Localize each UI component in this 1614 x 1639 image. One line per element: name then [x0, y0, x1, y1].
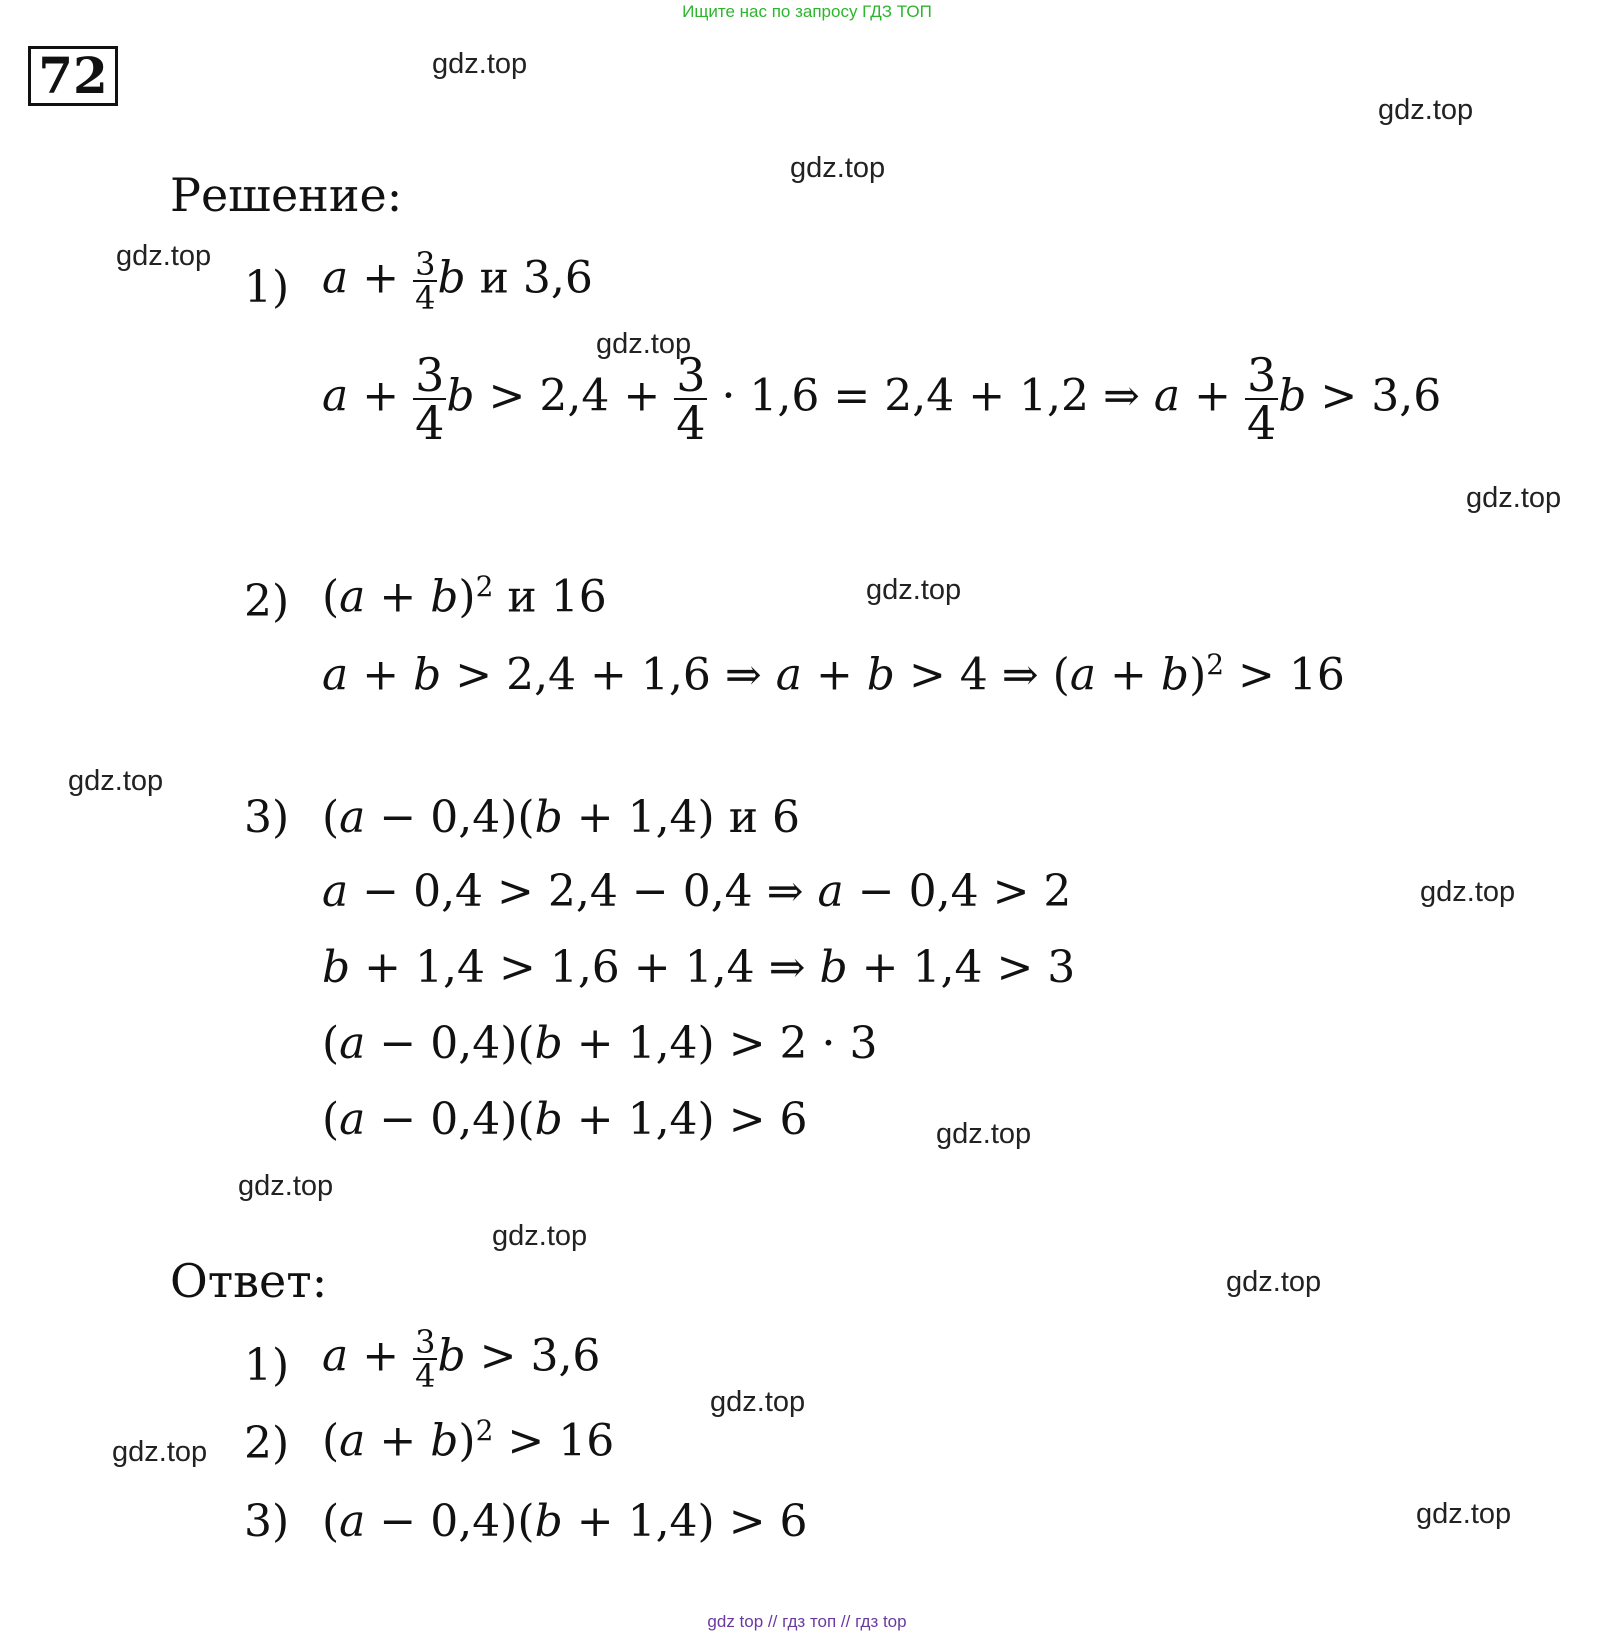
part-3-line-3: (a − 0,4)(b + 1,4) > 2 · 3: [322, 1018, 878, 1069]
answer-2: $(a + b)^2 > 16$: [322, 1414, 615, 1467]
bottom-banner: gdz top // гдз топ // гдз top: [707, 1612, 907, 1631]
part-2-statement: $(a + b)^2$ и 16: [322, 570, 607, 623]
watermark: gdz.top: [238, 1170, 334, 1202]
part-2-derivation: a + b > 2,4 + 1,6 ⇒ a + b > 4 ⇒ $(a + b)^2 > 16$: [322, 648, 1345, 701]
part-3-line-4: (a − 0,4)(b + 1,4) > 6: [322, 1094, 808, 1145]
answer-1: a + $\frac{3}{4}$ b > 3,6: [322, 1323, 601, 1395]
watermark: gdz.top: [1466, 482, 1562, 514]
part-label: 1): [244, 262, 290, 313]
watermark: gdz.top: [116, 240, 212, 272]
watermark: gdz.top: [432, 48, 528, 80]
watermark: gdz.top: [866, 574, 962, 606]
solution-heading: Решение:: [170, 168, 403, 222]
watermark: gdz.top: [596, 328, 692, 360]
top-banner: Ищите нас по запросу ГДЗ ТОП: [682, 2, 932, 21]
watermark: gdz.top: [936, 1118, 1032, 1150]
part-3-line-1: a − 0,4 > 2,4 − 0,4 ⇒ a − 0,4 > 2: [322, 866, 1072, 917]
answer-heading: Ответ:: [170, 1254, 328, 1308]
watermark: gdz.top: [1420, 876, 1516, 908]
watermark: gdz.top: [710, 1386, 806, 1418]
task-number: 72: [28, 46, 118, 106]
part-3-line-2: b + 1,4 > 1,6 + 1,4 ⇒ b + 1,4 > 3: [322, 942, 1076, 993]
part-label: 3): [244, 792, 290, 843]
watermark: gdz.top: [1378, 94, 1474, 126]
answer-label: 3): [244, 1496, 290, 1547]
watermark: gdz.top: [492, 1220, 588, 1252]
watermark: gdz.top: [1416, 1498, 1512, 1530]
answer-label: 2): [244, 1418, 290, 1469]
watermark: gdz.top: [68, 765, 164, 797]
part-1-statement: a + $\frac{3}{4}$ b и 3,6: [322, 245, 593, 317]
watermark: gdz.top: [1226, 1266, 1322, 1298]
answer-label: 1): [244, 1340, 290, 1391]
part-3-statement: (a − 0,4)(b + 1,4) и 6: [322, 792, 801, 843]
part-label: 2): [244, 576, 290, 627]
answer-3: (a − 0,4)(b + 1,4) > 6: [322, 1496, 808, 1547]
watermark: gdz.top: [790, 152, 886, 184]
part-1-derivation: a + $\frac{3}{4}$ b > 2,4 + $\frac{3}{4}$ · 1,6 = 2,4 + 1,2 ⇒ a + $\frac{3}{4}$ b > 3,6: [322, 348, 1442, 450]
watermark: gdz.top: [112, 1436, 208, 1468]
